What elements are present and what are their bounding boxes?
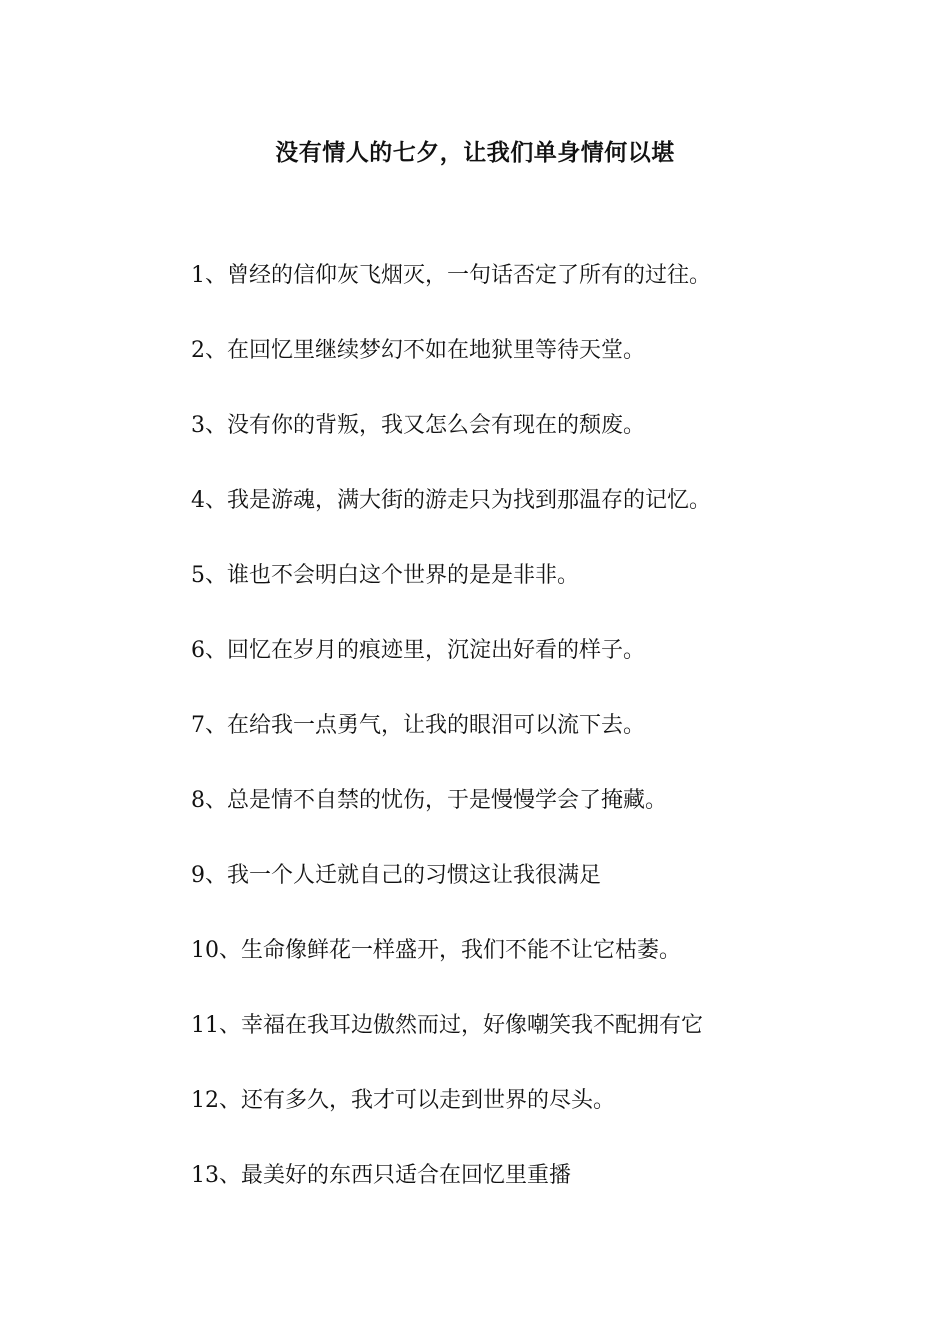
quote-line-4: 4、我是游魂，满大街的游走只为找到那温存的记忆。 <box>191 488 711 513</box>
quote-line-3: 3、没有你的背叛，我又怎么会有现在的颓废。 <box>191 413 645 438</box>
quote-list <box>191 258 891 1233</box>
quote-line-11: 11、幸福在我耳边傲然而过，好像嘲笑我不配拥有它 <box>191 1013 703 1038</box>
quote-line-8: 8、总是情不自禁的忧伤，于是慢慢学会了掩藏。 <box>191 788 667 813</box>
quote-line-13: 13、最美好的东西只适合在回忆里重播 <box>191 1163 571 1188</box>
quote-line-5: 5、谁也不会明白这个世界的是是非非。 <box>191 563 579 588</box>
quote-line-6: 6、回忆在岁月的痕迹里，沉淀出好看的样子。 <box>191 638 645 663</box>
quote-line-1: 1、曾经的信仰灰飞烟灭，一句话否定了所有的过往。 <box>191 263 711 288</box>
quote-line-9: 9、我一个人迁就自己的习惯这让我很满足 <box>191 863 601 888</box>
quote-line-2: 2、在回忆里继续梦幻不如在地狱里等待天堂。 <box>191 338 645 363</box>
quote-line-12: 12、还有多久，我才可以走到世界的尽头。 <box>191 1088 615 1113</box>
document-title: 没有情人的七夕，让我们单身情何以堪 <box>275 139 675 166</box>
quote-line-7: 7、在给我一点勇气，让我的眼泪可以流下去。 <box>191 713 645 738</box>
quote-line-10: 10、生命像鲜花一样盛开，我们不能不让它枯萎。 <box>191 938 681 963</box>
